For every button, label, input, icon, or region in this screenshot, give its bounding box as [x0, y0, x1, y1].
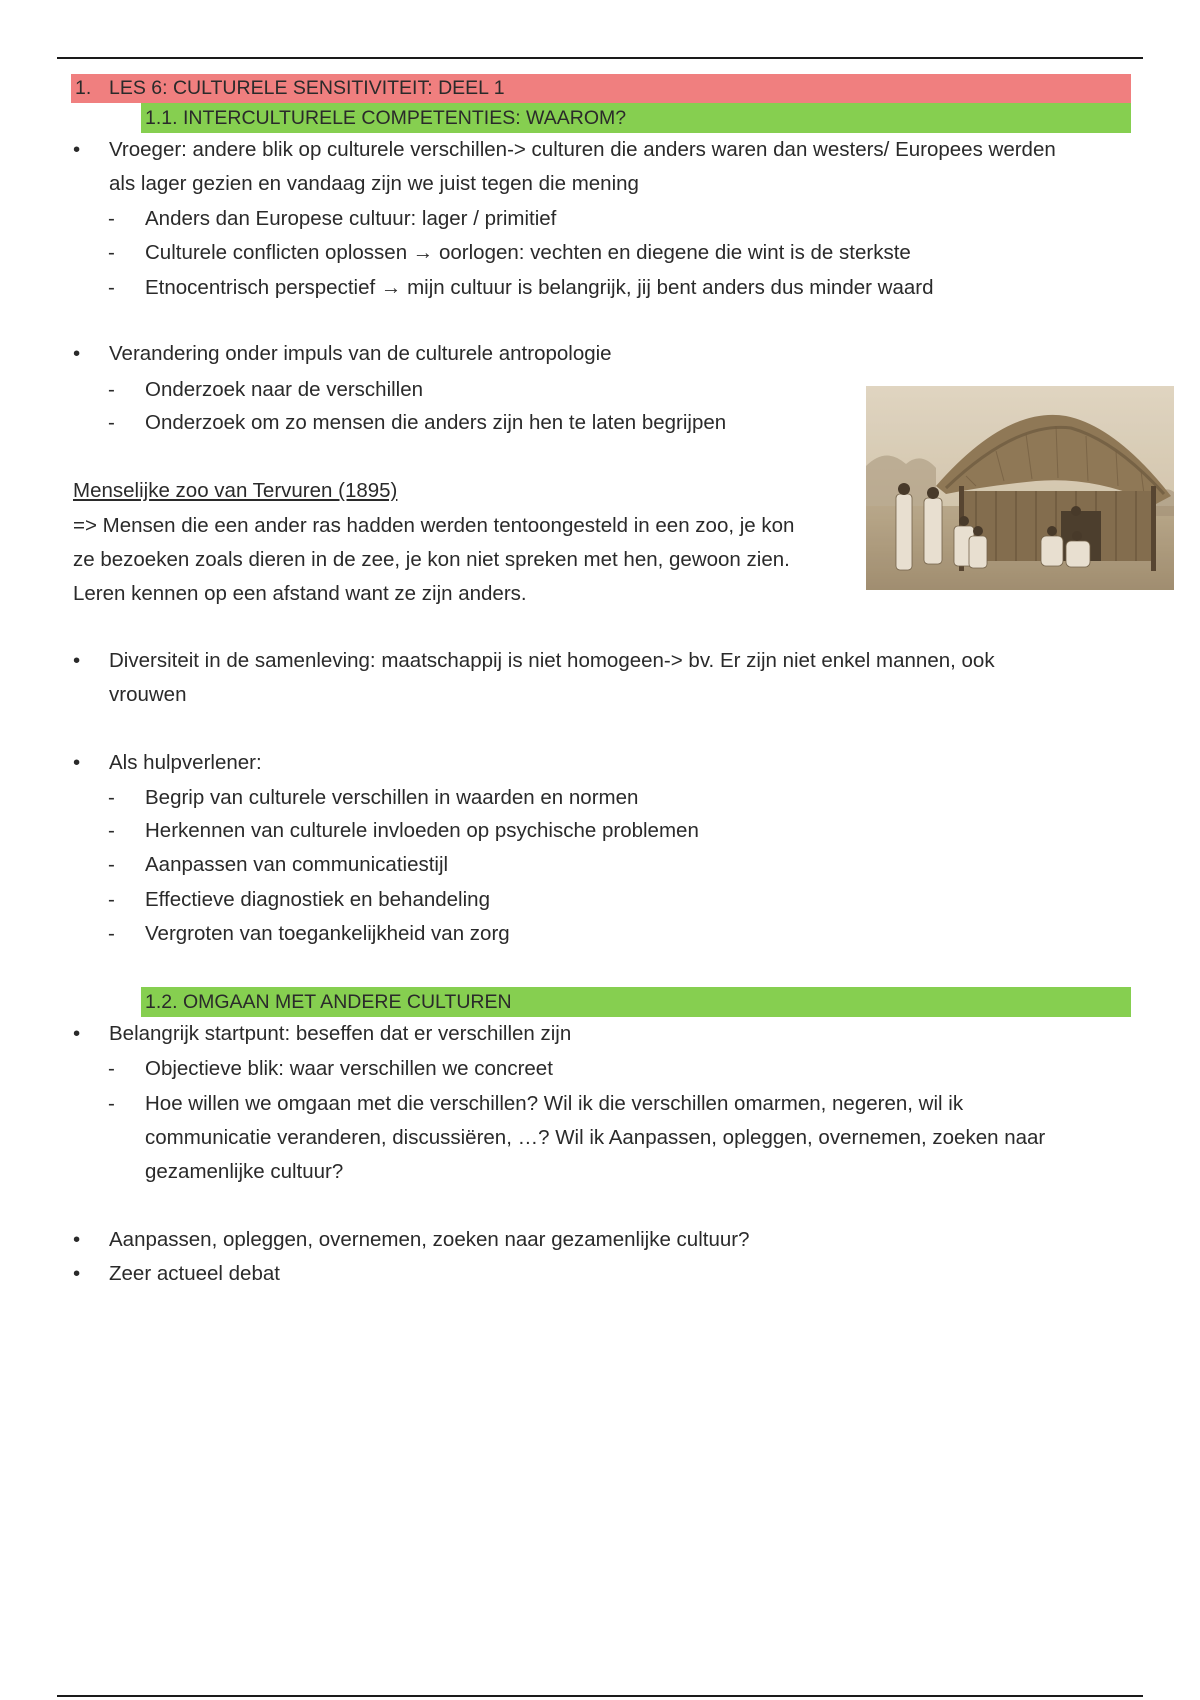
bullet-text: Vroeger: andere blik op culturele verschillen-> culturen die anders waren dan westers/ Europees werden: [109, 138, 1056, 161]
bullet-text: Aanpassen, opleggen, overnemen, zoeken naar gezamenlijke cultuur?: [109, 1228, 750, 1251]
bullet-text: Belangrijk startpunt: beseffen dat er verschillen zijn: [109, 1022, 572, 1045]
sub-bullet-text: Onderzoek om zo mensen die anders zijn hen te laten begrijpen: [145, 411, 727, 434]
chapter-heading: [71, 74, 1131, 103]
sub-bullet-text: Etnocentrisch perspectief → mijn cultuur is belangrijk, jij bent anders dus minder waard: [145, 276, 934, 299]
top-rule: [57, 57, 1143, 59]
chapter-title: LES 6: CULTURELE SENSITIVITEIT: DEEL 1: [109, 77, 505, 99]
bullet-text: Verandering onder impuls van de culturele antropologie: [109, 342, 612, 365]
sub-bullet-text: Herkennen van culturele invloeden op psychische problemen: [145, 819, 699, 842]
sub-bullet-continuation: gezamenlijke cultuur?: [145, 1160, 344, 1183]
sub-bullet-text: Culturele conflicten oplossen → oorlogen: vechten en diegene die wint is de sterkste: [145, 241, 911, 264]
sub-bullet-text: Hoe willen we omgaan met die verschillen? Wil ik die verschillen omarmen, negeren, wil ik: [145, 1092, 964, 1115]
section-heading-1-2: 1.2. OMGAAN MET ANDERE CULTUREN: [141, 987, 1131, 1017]
zoo-paragraph-line: => Mensen die een ander ras hadden werden tentoongesteld in een zoo, je kon: [73, 514, 795, 537]
sub-bullet-text: Vergroten van toegankelijkheid van zorg: [145, 922, 510, 945]
sub-bullet-text: Begrip van culturele verschillen in waarden en normen: [145, 786, 639, 809]
bullet-continuation: als lager gezien en vandaag zijn we juist tegen die mening: [109, 172, 639, 195]
zoo-paragraph-line: ze bezoeken zoals dieren in de zee, je kon niet spreken met hen, gewoon zien.: [73, 548, 790, 571]
bottom-rule: [57, 1695, 1143, 1697]
bullet-text: Diversiteit in de samenleving: maatschappij is niet homogeen-> bv. Er zijn niet enkel mannen, ook: [109, 649, 995, 672]
sub-bullet-text: Effectieve diagnostiek en behandeling: [145, 888, 490, 911]
bullet-text: Zeer actueel debat: [109, 1262, 280, 1285]
sub-bullet-text: Objectieve blik: waar verschillen we concreet: [145, 1057, 553, 1080]
human-zoo-photo: [866, 386, 1174, 590]
sub-bullet-text: Anders dan Europese cultuur: lager / primitief: [145, 207, 557, 230]
bullet-text: Als hulpverlener:: [109, 751, 262, 774]
zoo-title: Menselijke zoo van Tervuren (1895): [73, 479, 398, 502]
bullet-continuation: vrouwen: [109, 683, 187, 706]
section-heading-1-1: 1.1. INTERCULTURELE COMPETENTIES: WAAROM?: [141, 103, 1131, 133]
chapter-number: 1.: [75, 77, 92, 99]
sub-bullet-text: Aanpassen van communicatiestijl: [145, 853, 449, 876]
sub-bullet-text: Onderzoek naar de verschillen: [145, 378, 424, 401]
zoo-paragraph-line: Leren kennen op een afstand want ze zijn anders.: [73, 582, 527, 605]
sub-bullet-continuation: communicatie veranderen, discussiëren, …? Wil ik Aanpassen, opleggen, overnemen, zoeken naar: [145, 1126, 1046, 1149]
